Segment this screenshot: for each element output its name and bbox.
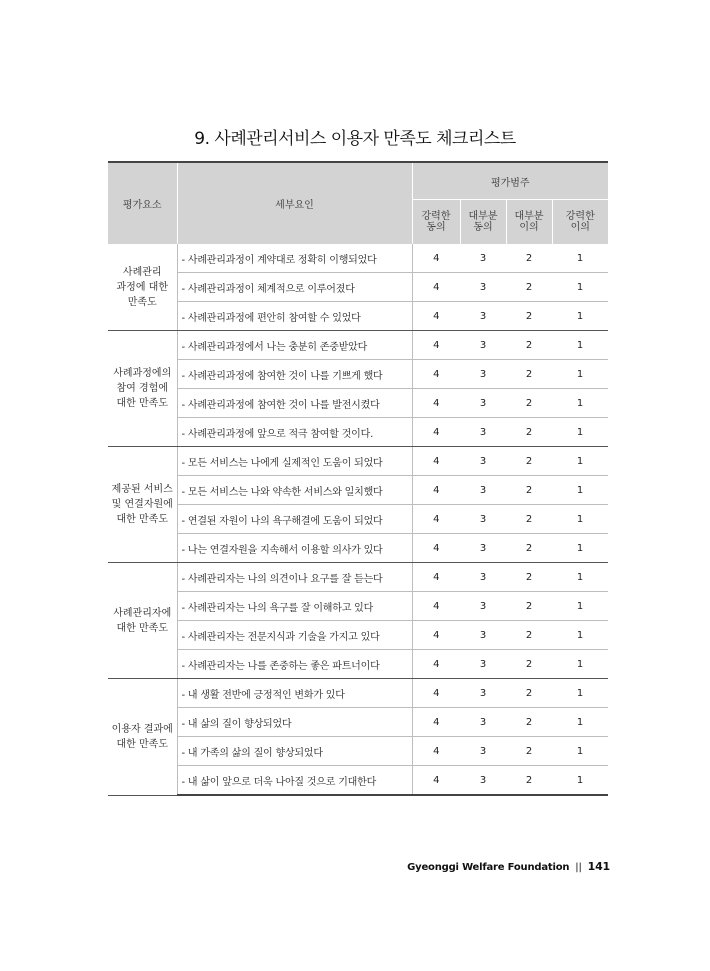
table-row [108,708,608,737]
score-cell: 3 [460,621,506,650]
item-text: - 사례관리과정이 체계적으로 이루어졌다 [177,273,412,302]
category-line: 대한 만족도 [116,514,168,525]
score-cell: 2 [506,592,552,621]
category-cell [108,244,177,331]
item-text: - 사례관리과정에서 나는 충분히 존중받았다 [177,331,412,360]
score-cell: 3 [460,708,506,737]
score-cell: 1 [552,389,608,418]
table-row [108,389,608,418]
score-cell: 4 [412,389,460,418]
score-cell: 4 [412,766,460,796]
item-text: - 사례관리과정에 참여한 것이 나를 발전시켰다 [177,389,412,418]
score-cell: 3 [460,650,506,679]
header-scale-strongly-disagree: 강력한 이의 [552,200,608,245]
table-row [108,418,608,447]
item-text: - 사례관리자는 전문지식과 기술을 가지고 있다 [177,621,412,650]
item-text: - 내 생활 전반에 긍정적인 변화가 있다 [177,679,412,708]
footer-org: Gyeonggi Welfare Foundation [407,862,570,873]
score-cell: 4 [412,650,460,679]
category-line: 과정에 대한 [116,281,168,293]
score-cell: 4 [412,360,460,389]
score-cell: 3 [460,447,506,476]
score-cell: 2 [506,534,552,563]
category-cell [108,563,177,679]
score-cell: 3 [460,360,506,389]
table-row [108,766,608,796]
score-cell: 1 [552,737,608,766]
score-cell: 3 [460,273,506,302]
score-cell: 3 [460,679,506,708]
satisfaction-checklist-table [108,161,608,796]
table-row [108,476,608,505]
category-cell [108,679,177,796]
score-cell: 3 [460,418,506,447]
score-cell: 3 [460,534,506,563]
table-row [108,505,608,534]
item-text: - 사례관리자는 나의 욕구를 잘 이해하고 있다 [177,592,412,621]
category-line: 및 연결자원에 [111,499,173,510]
header-scale-mostly-disagree: 대부분 이의 [506,200,552,245]
table-row [108,447,608,476]
item-text: - 사례관리과정에 참여한 것이 나를 기쁘게 했다 [177,360,412,389]
item-text: - 사례관리과정에 앞으로 적극 참여할 것이다. [177,418,412,447]
score-cell: 4 [412,679,460,708]
score-cell: 2 [506,563,552,592]
score-cell: 2 [506,302,552,331]
header-scale-group: 평가범주 [412,162,608,200]
score-cell: 1 [552,360,608,389]
score-cell: 3 [460,302,506,331]
category-line: 대한 만족도 [116,738,168,750]
category-line: 대한 만족도 [116,622,168,634]
item-text: - 나는 연결자원을 지속해서 이용할 의사가 있다 [177,534,412,563]
table-row [108,621,608,650]
header-scale-strongly-agree: 강력한 동의 [412,200,460,245]
table-row [108,360,608,389]
score-cell: 1 [552,273,608,302]
category-line: 이용자 결과에 [111,723,173,735]
score-cell: 3 [460,592,506,621]
score-cell: 1 [552,563,608,592]
table-row [108,302,608,331]
score-cell: 1 [552,621,608,650]
item-text: - 모든 서비스는 나와 약속한 서비스와 일치했다 [177,476,412,505]
score-cell: 4 [412,331,460,360]
header-detail: 세부요인 [177,162,412,244]
score-cell: 3 [460,476,506,505]
score-cell: 2 [506,331,552,360]
score-cell: 4 [412,621,460,650]
score-cell: 4 [412,534,460,563]
score-cell: 1 [552,447,608,476]
score-cell: 3 [460,244,506,273]
item-text: - 사례관리과정에 편안히 참여할 수 있었다 [177,302,412,331]
item-text: - 사례관리자는 나의 의견이나 요구를 잘 듣는다 [177,563,412,592]
score-cell: 4 [412,447,460,476]
score-cell: 2 [506,505,552,534]
table-row [108,737,608,766]
score-cell: 1 [552,244,608,273]
score-cell: 1 [552,534,608,563]
score-cell: 4 [412,737,460,766]
score-cell: 1 [552,766,608,796]
score-cell: 4 [412,476,460,505]
table-row [108,592,608,621]
table-row [108,244,608,273]
category-line: 참여 경험에 [116,383,168,394]
footer-separator: || [575,862,582,873]
page-footer [407,860,610,873]
score-cell: 4 [412,592,460,621]
score-cell: 2 [506,737,552,766]
score-cell: 2 [506,766,552,796]
score-cell: 3 [460,766,506,796]
category-cell [108,331,177,447]
score-cell: 1 [552,592,608,621]
score-cell: 2 [506,389,552,418]
item-text: - 내 삶이 앞으로 더욱 나아질 것으로 기대한다 [177,766,412,796]
score-cell: 4 [412,418,460,447]
score-cell: 4 [412,505,460,534]
page-number: 141 [587,860,610,873]
score-cell: 3 [460,389,506,418]
score-cell: 4 [412,244,460,273]
score-cell: 1 [552,505,608,534]
table-row [108,650,608,679]
score-cell: 1 [552,679,608,708]
category-line: 제공된 서비스 [111,484,173,495]
item-text: - 사례관리자는 나를 존중하는 좋은 파트너이다 [177,650,412,679]
item-text: - 연결된 자원이 나의 욕구해결에 도움이 되었다 [177,505,412,534]
item-text: - 내 가족의 삶의 질이 향상되었다 [177,737,412,766]
score-cell: 1 [552,331,608,360]
table-row [108,563,608,592]
score-cell: 3 [460,737,506,766]
score-cell: 3 [460,331,506,360]
score-cell: 2 [506,418,552,447]
score-cell: 1 [552,650,608,679]
score-cell: 2 [506,244,552,273]
score-cell: 1 [552,302,608,331]
item-text: - 내 삶의 질이 향상되었다 [177,708,412,737]
category-line: 사례관리 [122,266,162,278]
header-scale-mostly-agree: 대부분 동의 [460,200,506,245]
score-cell: 2 [506,273,552,302]
category-line: 사례관리자에 [113,607,172,619]
score-cell: 4 [412,273,460,302]
score-cell: 3 [460,563,506,592]
table-row [108,534,608,563]
score-cell: 2 [506,621,552,650]
table-row [108,679,608,708]
score-cell: 1 [552,476,608,505]
score-cell: 4 [412,563,460,592]
category-line: 대한 만족도 [116,398,168,409]
score-cell: 2 [506,679,552,708]
item-text: - 모든 서비스는 나에게 실제적인 도움이 되었다 [177,447,412,476]
header-category: 평가요소 [108,162,177,244]
score-cell: 3 [460,505,506,534]
table-row [108,273,608,302]
score-cell: 4 [412,302,460,331]
score-cell: 2 [506,447,552,476]
score-cell: 1 [552,418,608,447]
page-title: 9. 사례관리서비스 이용자 만족도 체크리스트 [194,129,516,149]
score-cell: 4 [412,708,460,737]
score-cell: 2 [506,476,552,505]
score-cell: 2 [506,708,552,737]
category-cell [108,447,177,563]
score-cell: 1 [552,708,608,737]
table-body [108,244,608,795]
score-cell: 2 [506,650,552,679]
item-text: - 사례관리과정이 계약대로 정확히 이행되었다 [177,244,412,273]
category-line: 만족도 [127,296,157,308]
category-line: 사례과정에의 [113,368,172,379]
table-row [108,331,608,360]
score-cell: 2 [506,360,552,389]
